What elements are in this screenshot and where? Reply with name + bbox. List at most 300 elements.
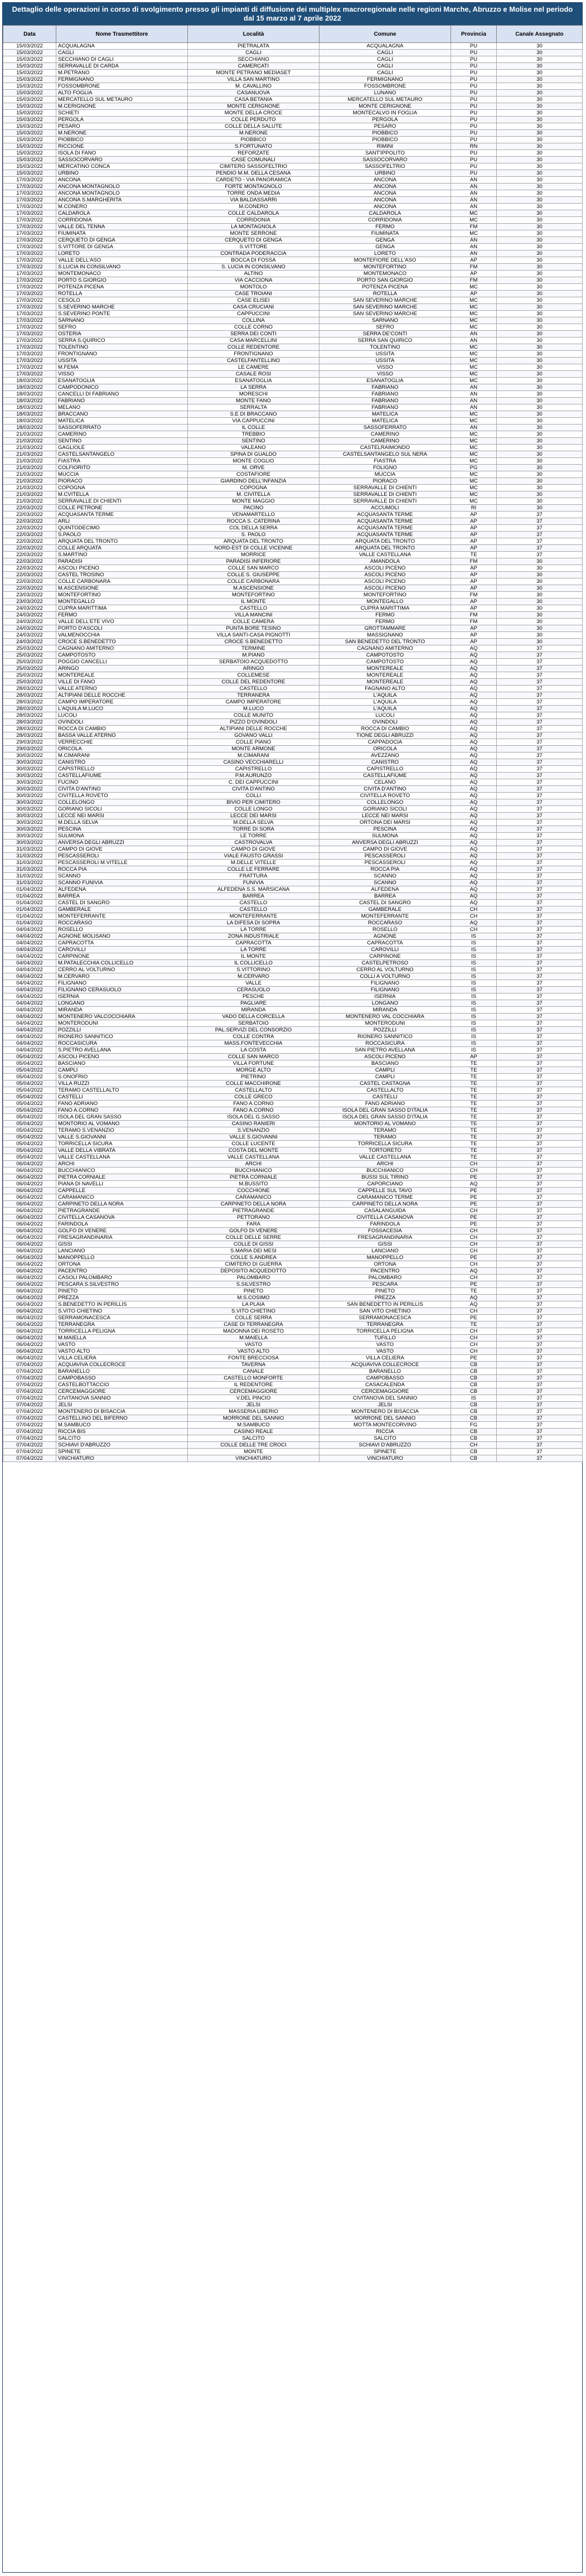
cell-comune: SERRAVALLE DI CHIENTI <box>319 491 451 498</box>
cell-provincia: PE <box>451 1194 497 1201</box>
cell-canale: 30 <box>497 331 583 337</box>
cell-data: 05/04/2022 <box>3 1074 56 1080</box>
cell-nome-trasmettitore: VALMENOCCHIA <box>56 632 188 639</box>
cell-canale: 37 <box>497 880 583 886</box>
cell-canale: 30 <box>497 431 583 438</box>
cell-nome-trasmettitore: URBINO <box>56 170 188 177</box>
cell-provincia: TE <box>451 1154 497 1161</box>
cell-canale: 37 <box>497 853 583 860</box>
cell-canale: 37 <box>497 1335 583 1342</box>
cell-nome-trasmettitore: VALLE CASTELLANA <box>56 1154 188 1161</box>
cell-comune: RIONERO SANNITICO <box>319 1034 451 1040</box>
cell-localita: VINCHIATURO <box>188 1455 319 1462</box>
header-canale-assegnato: Canale Assegnato <box>497 26 583 43</box>
cell-comune: CAGLI <box>319 56 451 63</box>
table-row <box>3 505 583 512</box>
cell-comune: PACENTRO <box>319 1268 451 1275</box>
cell-comune: GENGA <box>319 244 451 250</box>
cell-localita: CAPPUCCINI <box>188 311 319 317</box>
cell-nome-trasmettitore: CERQUETO DI GENGA <box>56 237 188 244</box>
cell-comune: GISSI <box>319 1241 451 1248</box>
cell-canale: 37 <box>497 1415 583 1422</box>
cell-comune: ORICOLA <box>319 746 451 752</box>
cell-provincia: TE <box>451 1107 497 1114</box>
cell-provincia: CB <box>451 1455 497 1462</box>
cell-localita: LE TORRE <box>188 833 319 840</box>
cell-comune: MUCCIA <box>319 471 451 478</box>
cell-canale: 30 <box>497 150 583 157</box>
table-row <box>3 525 583 532</box>
cell-comune: CELANO <box>319 779 451 786</box>
cell-nome-trasmettitore: SERRAVALLE DI CARDA <box>56 63 188 70</box>
cell-canale: 37 <box>497 679 583 686</box>
cell-comune: FIUMINATA <box>319 230 451 237</box>
cell-data: 17/03/2022 <box>3 197 56 204</box>
cell-data: 17/03/2022 <box>3 317 56 324</box>
cell-canale: 30 <box>497 184 583 190</box>
cell-localita: IL COLLE <box>188 424 319 431</box>
cell-canale: 37 <box>497 1301 583 1308</box>
table-row <box>3 1281 583 1288</box>
cell-canale: 37 <box>497 1201 583 1208</box>
cell-data: 06/04/2022 <box>3 1208 56 1214</box>
table-row <box>3 1328 583 1335</box>
cell-data: 17/03/2022 <box>3 291 56 297</box>
cell-canale: 37 <box>497 793 583 799</box>
table-row <box>3 237 583 244</box>
cell-provincia: AQ <box>451 846 497 853</box>
cell-data: 04/04/2022 <box>3 1007 56 1014</box>
cell-nome-trasmettitore: OSTERIA <box>56 331 188 337</box>
cell-localita: CASTROVALVA <box>188 840 319 846</box>
cell-data: 07/04/2022 <box>3 1449 56 1455</box>
cell-localita: PENDIO M.M. DELLA CESANA <box>188 170 319 177</box>
cell-data: 21/03/2022 <box>3 465 56 471</box>
cell-localita: PAGLIARE <box>188 1000 319 1007</box>
cell-canale: 37 <box>497 893 583 900</box>
cell-localita: COPOGNA <box>188 485 319 491</box>
cell-nome-trasmettitore: COLLELONGO <box>56 799 188 806</box>
cell-nome-trasmettitore: S.SEVERINO MARCHE <box>56 304 188 311</box>
cell-localita: COLLE S.ANDREA <box>188 1255 319 1261</box>
cell-provincia: AP <box>451 518 497 525</box>
cell-provincia: AQ <box>451 826 497 833</box>
cell-canale: 37 <box>497 1027 583 1034</box>
cell-provincia: AQ <box>451 779 497 786</box>
cell-canale: 37 <box>497 973 583 980</box>
cell-comune: LUCOLI <box>319 712 451 719</box>
cell-canale: 37 <box>497 1054 583 1060</box>
cell-nome-trasmettitore: FERMIGNANO <box>56 76 188 83</box>
cell-provincia: MC <box>451 445 497 451</box>
cell-localita: LE CAMERE <box>188 364 319 371</box>
cell-data: 30/03/2022 <box>3 779 56 786</box>
table-row <box>3 150 583 157</box>
cell-localita: M.PIANO <box>188 652 319 659</box>
cell-localita: COLLE DEL REDENTORE <box>188 679 319 686</box>
cell-provincia: MC <box>451 304 497 311</box>
table-row <box>3 1047 583 1054</box>
table-row <box>3 967 583 973</box>
cell-nome-trasmettitore: BARREA <box>56 893 188 900</box>
cell-data: 06/04/2022 <box>3 1355 56 1362</box>
cell-nome-trasmettitore: RIONERO SANNITICO <box>56 1034 188 1040</box>
cell-localita: MONTE CERIGNONE <box>188 103 319 110</box>
cell-provincia: IS <box>451 987 497 993</box>
cell-comune: MIRANDA <box>319 1007 451 1014</box>
cell-localita: IL MONTE <box>188 599 319 605</box>
cell-comune: SAN SEVERINO MARCHE <box>319 311 451 317</box>
cell-localita: CAPISTRELLO <box>188 766 319 773</box>
cell-data: 22/03/2022 <box>3 518 56 525</box>
cell-data: 04/04/2022 <box>3 960 56 967</box>
cell-canale: 30 <box>497 351 583 358</box>
cell-comune: CASTELLALTO <box>319 1087 451 1094</box>
cell-provincia: MC <box>451 344 497 351</box>
cell-canale: 37 <box>497 1408 583 1415</box>
cell-provincia: AQ <box>451 659 497 665</box>
cell-nome-trasmettitore: ISOLA DEL GRAN SASSO <box>56 1114 188 1121</box>
cell-data: 15/03/2022 <box>3 50 56 56</box>
cell-data: 30/03/2022 <box>3 833 56 840</box>
cell-localita: VILLA SANTI-CASA PIGNOTTI <box>188 632 319 639</box>
cell-nome-trasmettitore: LECCE NEI MARSI <box>56 813 188 819</box>
table-row <box>3 1127 583 1134</box>
cell-localita: M.CONERO <box>188 204 319 210</box>
cell-canale: 37 <box>497 1355 583 1362</box>
cell-data: 17/03/2022 <box>3 337 56 344</box>
cell-data: 15/03/2022 <box>3 97 56 103</box>
cell-comune: GROTTAMMARE <box>319 625 451 632</box>
cell-nome-trasmettitore: CAROVILLI <box>56 947 188 953</box>
cell-data: 24/03/2022 <box>3 639 56 645</box>
table-row <box>3 866 583 873</box>
cell-data: 06/04/2022 <box>3 1255 56 1261</box>
cell-localita: MONTEFORTINO <box>188 592 319 599</box>
table-row <box>3 445 583 451</box>
cell-nome-trasmettitore: LANCIANO <box>56 1248 188 1255</box>
cell-canale: 37 <box>497 525 583 532</box>
cell-provincia: CB <box>451 1388 497 1395</box>
cell-data: 17/03/2022 <box>3 311 56 317</box>
cell-comune: TOLENTINO <box>319 344 451 351</box>
cell-nome-trasmettitore: PIOBBICO <box>56 137 188 143</box>
cell-data: 31/03/2022 <box>3 866 56 873</box>
table-row <box>3 344 583 351</box>
cell-data: 23/03/2022 <box>3 592 56 599</box>
cell-nome-trasmettitore: ASCOLI PICENO <box>56 1054 188 1060</box>
cell-localita: LECCE DEI MARSI <box>188 813 319 819</box>
cell-data: 15/03/2022 <box>3 157 56 163</box>
cell-data: 30/03/2022 <box>3 752 56 759</box>
cell-nome-trasmettitore: SALCITO <box>56 1435 188 1442</box>
cell-localita: CARDETO - VIA PANORAMICA <box>188 177 319 184</box>
cell-localita: COLLE S. GIUSEPPE <box>188 572 319 578</box>
cell-localita: CIMITERO DI GUERRA <box>188 1261 319 1268</box>
cell-comune: SEFRO <box>319 324 451 331</box>
cell-data: 05/04/2022 <box>3 1114 56 1121</box>
cell-comune: CASTELRAIMONDO <box>319 445 451 451</box>
table-row <box>3 438 583 445</box>
cell-nome-trasmettitore: CERRO AL VOLTURNO <box>56 967 188 973</box>
cell-localita: ARQUATA DEL TRONTO <box>188 538 319 545</box>
cell-nome-trasmettitore: FERMO <box>56 612 188 619</box>
cell-data: 18/03/2022 <box>3 424 56 431</box>
cell-provincia: PU <box>451 163 497 170</box>
cell-nome-trasmettitore: ROTELLA <box>56 291 188 297</box>
table-row <box>3 993 583 1000</box>
cell-provincia: MC <box>451 230 497 237</box>
cell-comune: MONTENERO DI BISACCIA <box>319 1408 451 1415</box>
table-row <box>3 83 583 90</box>
table-row <box>3 378 583 384</box>
cell-comune: CAPORCIANO <box>319 1181 451 1188</box>
table-row <box>3 853 583 860</box>
cell-nome-trasmettitore: PINETO <box>56 1288 188 1295</box>
table-row <box>3 1014 583 1020</box>
cell-canale: 37 <box>497 1342 583 1348</box>
cell-data: 05/04/2022 <box>3 1101 56 1107</box>
cell-localita: GIARDINO DELL'INFANZIA <box>188 478 319 485</box>
cell-comune: FANO ADRIANO <box>319 1101 451 1107</box>
cell-provincia: MC <box>451 217 497 224</box>
table-row <box>3 143 583 150</box>
cell-nome-trasmettitore: FRONTIGNANO <box>56 351 188 358</box>
cell-comune: FOSSOMBRONE <box>319 83 451 90</box>
table-row <box>3 170 583 177</box>
cell-provincia: CH <box>451 1275 497 1281</box>
cell-nome-trasmettitore: LONGANO <box>56 1000 188 1007</box>
cell-data: 04/04/2022 <box>3 1000 56 1007</box>
cell-provincia: IS <box>451 1014 497 1020</box>
cell-data: 17/03/2022 <box>3 244 56 250</box>
cell-canale: 37 <box>497 819 583 826</box>
cell-provincia: FM <box>451 592 497 599</box>
cell-provincia: PE <box>451 1214 497 1221</box>
cell-provincia: AQ <box>451 920 497 927</box>
cell-nome-trasmettitore: CAMPO IMPERATORE <box>56 699 188 706</box>
cell-comune: MASSIGNANO <box>319 632 451 639</box>
cell-nome-trasmettitore: CARPINONE <box>56 953 188 960</box>
cell-comune: JELSI <box>319 1402 451 1408</box>
cell-localita: S. PAOLO <box>188 532 319 538</box>
table-row <box>3 759 583 766</box>
table-row <box>3 1435 583 1442</box>
cell-localita: ALTIPIANI DELLE ROCCHE <box>188 726 319 732</box>
cell-data: 06/04/2022 <box>3 1221 56 1228</box>
cell-data: 30/03/2022 <box>3 806 56 813</box>
cell-comune: SAN SEVERINO MARCHE <box>319 297 451 304</box>
table-row <box>3 806 583 813</box>
cell-localita: M.MAIELLA <box>188 1335 319 1342</box>
cell-nome-trasmettitore: MERCATELLO SUL METAURO <box>56 97 188 103</box>
cell-data: 05/04/2022 <box>3 1080 56 1087</box>
cell-comune: FERMO <box>319 224 451 230</box>
operations-table <box>3 25 583 1462</box>
cell-provincia: IS <box>451 1047 497 1054</box>
cell-nome-trasmettitore: TOLENTINO <box>56 344 188 351</box>
cell-localita: CASE COMUNALI <box>188 157 319 163</box>
cell-canale: 37 <box>497 866 583 873</box>
cell-nome-trasmettitore: OVINDOLI <box>56 719 188 726</box>
table-row <box>3 545 583 552</box>
table-row <box>3 686 583 692</box>
cell-comune: BASCIANO <box>319 1060 451 1067</box>
cell-provincia: CH <box>451 1348 497 1355</box>
cell-comune: SASSOCORVARO <box>319 157 451 163</box>
table-row <box>3 799 583 806</box>
cell-comune: ISOLA DEL GRAN SASSO D'ITALIA <box>319 1107 451 1114</box>
cell-canale: 37 <box>497 752 583 759</box>
cell-provincia: AP <box>451 639 497 645</box>
cell-nome-trasmettitore: ORICOLA <box>56 746 188 752</box>
table-row <box>3 190 583 197</box>
cell-comune: TORRICELLA PELIGNA <box>319 1328 451 1335</box>
cell-comune: POZZILLI <box>319 1027 451 1034</box>
cell-comune: VINCHIATURO <box>319 1455 451 1462</box>
cell-canale: 37 <box>497 766 583 773</box>
table-row <box>3 157 583 163</box>
table-row <box>3 1054 583 1060</box>
cell-nome-trasmettitore: CASTELLINO DEL BIFERNO <box>56 1415 188 1422</box>
cell-provincia: AQ <box>451 726 497 732</box>
cell-canale: 30 <box>497 250 583 257</box>
cell-localita: CORRIDONIA <box>188 217 319 224</box>
cell-comune: SERRA SAN QUIRICO <box>319 337 451 344</box>
cell-canale: 30 <box>497 117 583 123</box>
cell-data: 04/04/2022 <box>3 947 56 953</box>
cell-data: 05/04/2022 <box>3 1154 56 1161</box>
cell-canale: 37 <box>497 719 583 726</box>
cell-canale: 30 <box>497 284 583 291</box>
cell-comune: CIVITELLA CASANOVA <box>319 1214 451 1221</box>
cell-provincia: TE <box>451 1114 497 1121</box>
cell-comune: VASTO <box>319 1342 451 1348</box>
cell-nome-trasmettitore: M.MAIELLA <box>56 1335 188 1342</box>
cell-provincia: CB <box>451 1382 497 1388</box>
cell-localita: SERRA DEI CONTI <box>188 331 319 337</box>
cell-comune: LUNANO <box>319 90 451 97</box>
table-row <box>3 1422 583 1429</box>
cell-provincia: IS <box>451 1034 497 1040</box>
cell-provincia: AQ <box>451 1295 497 1301</box>
cell-comune: FERMO <box>319 619 451 625</box>
cell-data: 17/03/2022 <box>3 210 56 217</box>
cell-nome-trasmettitore: CORRIDONIA <box>56 217 188 224</box>
cell-canale: 37 <box>497 947 583 953</box>
table-row <box>3 518 583 525</box>
cell-data: 21/03/2022 <box>3 451 56 458</box>
cell-data: 28/03/2022 <box>3 692 56 699</box>
cell-provincia: AP <box>451 605 497 612</box>
table-row <box>3 1234 583 1241</box>
cell-localita: S.FORTUNATO <box>188 143 319 150</box>
cell-nome-trasmettitore: ANCONA MONTAGNOLO <box>56 190 188 197</box>
cell-canale: 30 <box>497 337 583 344</box>
cell-localita: MONTOLO <box>188 284 319 291</box>
cell-comune: VISSO <box>319 371 451 378</box>
table-row <box>3 1442 583 1449</box>
cell-comune: PINETO <box>319 1288 451 1295</box>
table-row <box>3 558 583 565</box>
cell-localita: COLLE DELLE SERRE <box>188 1234 319 1241</box>
cell-nome-trasmettitore: VISSO <box>56 371 188 378</box>
cell-localita: ALTINO <box>188 271 319 277</box>
table-row <box>3 1114 583 1121</box>
table-row <box>3 639 583 645</box>
cell-canale: 30 <box>497 458 583 465</box>
cell-data: 06/04/2022 <box>3 1315 56 1321</box>
cell-localita: BIVIO PER CIMITERO <box>188 799 319 806</box>
cell-comune: SASSOFERRATO <box>319 424 451 431</box>
cell-data: 29/03/2022 <box>3 746 56 752</box>
cell-localita: COLLE DI GISSI <box>188 1241 319 1248</box>
cell-nome-trasmettitore: ACQUALAGNA <box>56 43 188 50</box>
cell-provincia: AQ <box>451 819 497 826</box>
cell-canale: 37 <box>497 1375 583 1382</box>
cell-provincia: AN <box>451 197 497 204</box>
table-row <box>3 786 583 793</box>
cell-localita: CAGLI <box>188 50 319 56</box>
table-row <box>3 752 583 759</box>
cell-localita: C. DEI CAPPUCCINI <box>188 779 319 786</box>
cell-nome-trasmettitore: VASTO <box>56 1342 188 1348</box>
cell-canale: 37 <box>497 813 583 819</box>
header-localita: Località <box>188 26 319 43</box>
table-row <box>3 404 583 411</box>
cell-provincia: FM <box>451 558 497 565</box>
cell-localita: SENTINO <box>188 438 319 445</box>
cell-provincia: AQ <box>451 679 497 686</box>
cell-nome-trasmettitore: CALDAROLA <box>56 210 188 217</box>
cell-comune: FABRIANO <box>319 384 451 391</box>
cell-canale: 37 <box>497 1094 583 1101</box>
cell-provincia: PU <box>451 157 497 163</box>
cell-data: 21/03/2022 <box>3 471 56 478</box>
table-row <box>3 1355 583 1362</box>
cell-canale: 30 <box>497 491 583 498</box>
cell-canale: 30 <box>497 558 583 565</box>
table-row <box>3 552 583 558</box>
cell-nome-trasmettitore: TERAMO S.VENANZIO <box>56 1127 188 1134</box>
cell-data: 06/04/2022 <box>3 1214 56 1221</box>
table-row <box>3 1301 583 1308</box>
cell-localita: COLLE MUNITO <box>188 712 319 719</box>
cell-data: 17/03/2022 <box>3 358 56 364</box>
cell-data: 15/03/2022 <box>3 130 56 137</box>
cell-comune: ARQUATA DEL TRONTO <box>319 538 451 545</box>
cell-data: 21/03/2022 <box>3 498 56 505</box>
cell-nome-trasmettitore: BARANELLO <box>56 1368 188 1375</box>
cell-comune: PERGOLA <box>319 117 451 123</box>
table-row <box>3 163 583 170</box>
cell-nome-trasmettitore: M.CONERO <box>56 204 188 210</box>
cell-localita: CIMITERO SASSOFELTRIO <box>188 163 319 170</box>
cell-nome-trasmettitore: SASSOFERRATO <box>56 424 188 431</box>
cell-localita: MORESCHI <box>188 391 319 398</box>
cell-nome-trasmettitore: BASCIANO <box>56 1060 188 1067</box>
cell-canale: 30 <box>497 358 583 364</box>
cell-comune: ACQUALAGNA <box>319 43 451 50</box>
cell-canale: 37 <box>497 806 583 813</box>
cell-canale: 37 <box>497 1255 583 1261</box>
cell-data: 04/04/2022 <box>3 993 56 1000</box>
table-row <box>3 605 583 612</box>
cell-data: 04/04/2022 <box>3 1027 56 1034</box>
table-row <box>3 458 583 465</box>
cell-comune: ANCONA <box>319 197 451 204</box>
cell-nome-trasmettitore: ACQUASANTA TERME <box>56 512 188 518</box>
